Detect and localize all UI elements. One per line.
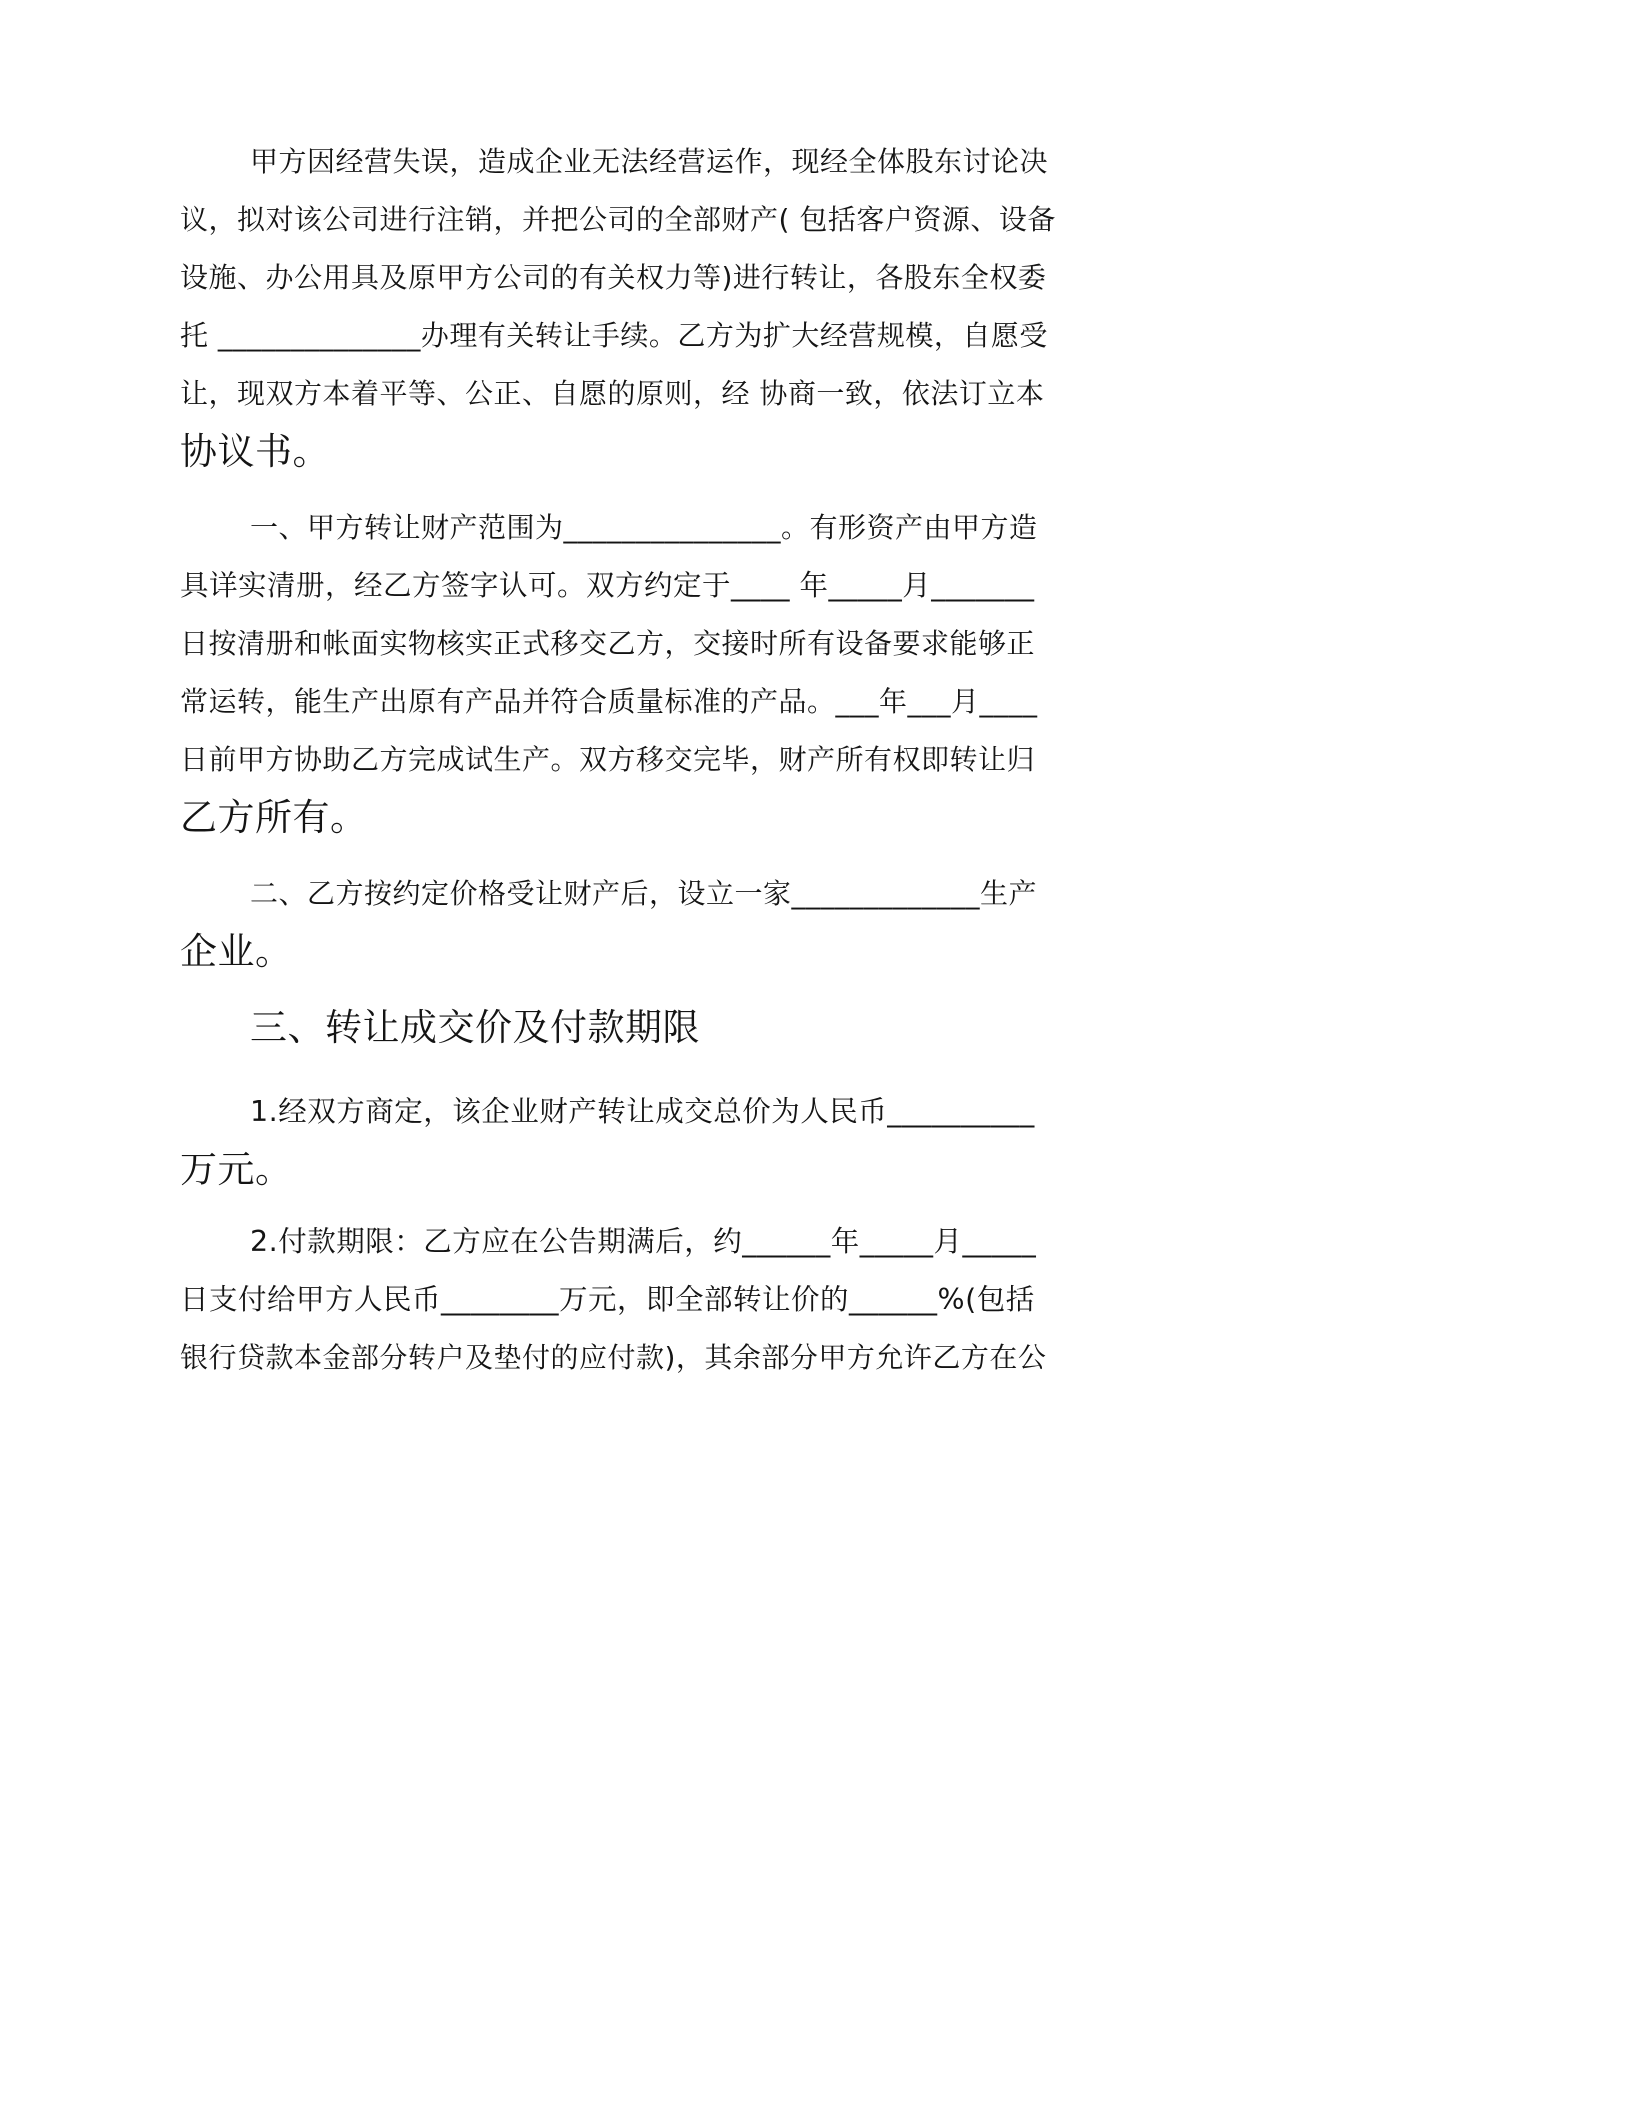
clause-1-line-3: 日按清册和帐面实物核实正式移交乙方，交接时所有设备要求能够正 [180, 627, 1036, 660]
clause-1-line-5: 日前甲方协助乙方完成试生产。双方移交完毕，财产所有权即转让归 [180, 743, 1036, 776]
clause-1-line-6: 乙方所有。 [180, 796, 368, 839]
preamble-line-6: 协议书。 [180, 430, 330, 473]
preamble-line-3: 设施、办公用具及原甲方公司的有关权力等)进行转让，各股东全权委 [180, 261, 1047, 294]
preamble-line-5: 让，现双方本着平等、公正、自愿的原则，经 协商一致，依法订立本 [180, 377, 1045, 410]
preamble-line-1: 甲方因经营失误，造成企业无法经营运作，现经全体股东讨论决 [250, 145, 1049, 178]
clause-3-heading: 三、转让成交价及付款期限 [250, 1006, 700, 1049]
item-2-line-3: 银行贷款本金部分转户及垫付的应付款)，其余部分甲方允许乙方在公 [180, 1341, 1047, 1374]
item-2-line-1: 2.付款期限：乙方应在公告期满后，约______年_____月_____ [250, 1225, 1037, 1258]
clause-2-line-2: 企业。 [180, 930, 293, 973]
item-1-line-2: 万元。 [180, 1148, 293, 1191]
item-1-line-1: 1.经双方商定，该企业财产转让成交总价为人民币__________ [250, 1095, 1035, 1128]
clause-1-line-2: 具详实清册，经乙方签字认可。双方约定于____ 年_____月_______ [180, 569, 1035, 602]
clause-1-line-4: 常运转，能生产出原有产品并符合质量标准的产品。___年___月____ [180, 685, 1038, 718]
preamble-line-4: 托 ______________办理有关转让手续。乙方为扩大经营规模，自愿受 [180, 319, 1048, 352]
preamble-line-2: 议，拟对该公司进行注销，并把公司的全部财产( 包括客户资源、设备 [180, 203, 1056, 236]
item-2-line-2: 日支付给甲方人民币________万元，即全部转让价的______%(包括 [180, 1283, 1035, 1316]
clause-2-line-1: 二、乙方按约定价格受让财产后，设立一家_____________生产 [250, 877, 1038, 910]
clause-1-line-1: 一、甲方转让财产范围为_______________。有形资产由甲方造 [250, 511, 1038, 544]
